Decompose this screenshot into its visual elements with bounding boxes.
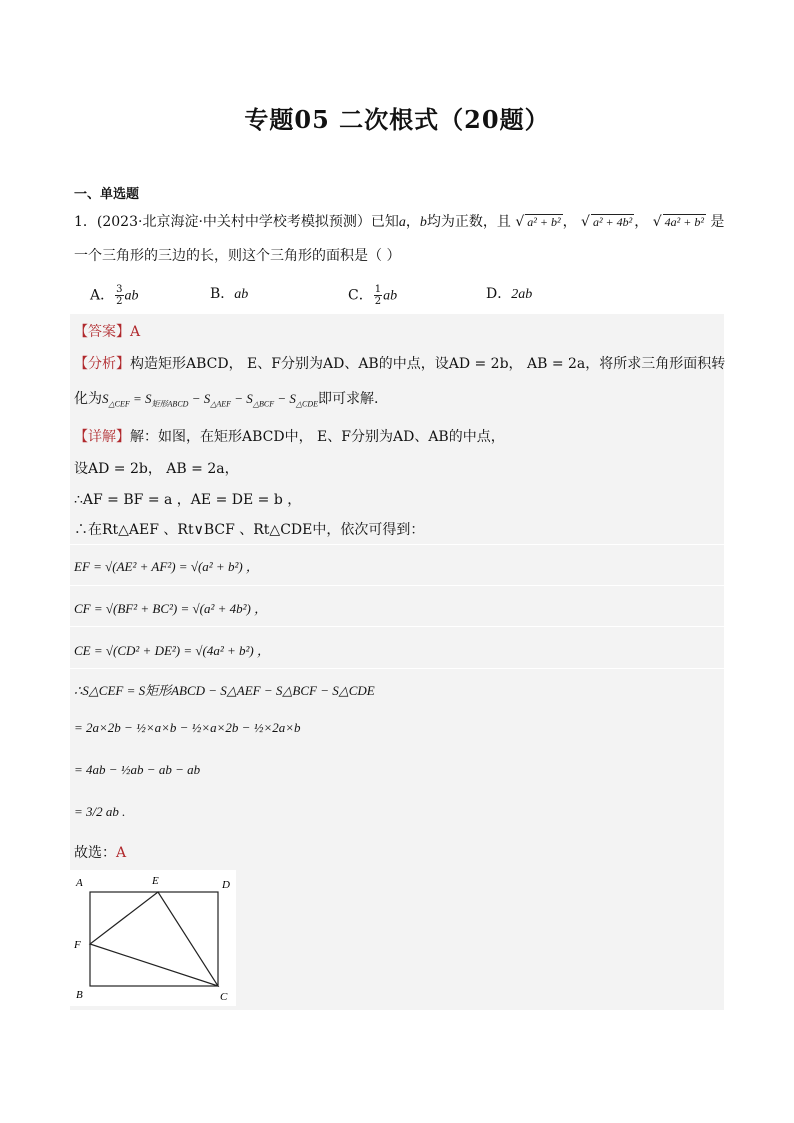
var-a: a <box>398 215 406 230</box>
label-c: C <box>220 991 228 1003</box>
detail-line-3: ∴AF = BF = a ，AE = DE = b ， <box>74 492 302 508</box>
question-suffix: 是 <box>710 214 725 230</box>
eq-result: = 3/2 ab . <box>74 804 126 819</box>
page-title: 专题05 二次根式（20题） <box>244 105 550 134</box>
detail-line-1: 【详解】解：如图，在矩形ABCD中， E、F分别为AD、AB的中点， <box>74 429 505 445</box>
option-d[interactable]: D．2ab <box>486 286 533 302</box>
label-b: B <box>76 989 83 1001</box>
answer-line <box>74 321 140 341</box>
option-a[interactable]: A． $\frac{3}{2}$ ab <box>90 284 139 307</box>
eq-cf: CF = √(BF² + BC²) = √(a² + 4b²) ， <box>74 601 268 616</box>
option-c[interactable]: C． $\frac{1}{2}$ ab <box>348 284 398 307</box>
radical-2: a² + 4b² <box>592 215 633 229</box>
rectangle-diagram <box>70 870 236 1006</box>
frac-3-2: $\frac{3}{2}$ <box>116 284 123 307</box>
question-line-1: 1．(2023·北京海淀·中关村中学校考模拟预测）已知a，b均为正数，且 √ a² + b² ， √ a² + 4b² ， √ 4a² + b² 是 <box>74 214 725 230</box>
choose-line: 故选：A <box>74 845 127 861</box>
question-prefix: 1．(2023·北京海淀·中关村中学校考模拟预测）已知 <box>74 214 399 230</box>
detail-line-2: 设AD = 2b， AB = 2a， <box>74 461 239 477</box>
question-mid: 均为正数，且 <box>426 214 511 230</box>
eq-area: ∴S△CEF = S矩形ABCD − S△AEF − S△BCF − S△CDE <box>74 683 375 698</box>
label-d: D <box>222 879 230 891</box>
answer-value: A <box>130 324 141 340</box>
label-a: A <box>76 877 83 889</box>
analysis-line-2: 化为$S_{\triangle CEF} = S_{矩形ABCD} - S_{\triangle AEF} - S_{\triangle BCF} - S_{\triangle CDE}$即可求解. <box>74 391 379 409</box>
analysis-line-1: 【分析】构造矩形ABCD， E、F分别为AD、AB的中点，设AD = 2b， AB = 2a，将所求三角形面积转 <box>74 356 726 372</box>
eq-step-1: = 2a×2b − ½×a×b − ½×a×2b − ½×2a×b <box>74 720 301 735</box>
frac-1-2: $\frac{1}{2}$ <box>374 284 382 307</box>
label-e: E <box>152 875 159 887</box>
var-b: b <box>419 215 427 230</box>
radical-1: a² + b² <box>527 215 561 229</box>
option-b[interactable]: B．ab <box>210 286 249 302</box>
section-heading: 一、单选题 <box>74 187 140 202</box>
question-line-2: 一个三角形的三边的长，则这个三角形的面积是（ ） <box>74 248 401 264</box>
eq-step-2: = 4ab − ½ab − ab − ab <box>74 762 201 777</box>
geometry-figure <box>70 870 236 1006</box>
eq-ef: EF = √(AE² + AF²) = √(a² + b²) ， <box>74 559 259 574</box>
answer-tag: 【答案】 <box>74 324 130 340</box>
detail-line-4: ∴在Rt△AEF 、Rt∨BCF 、Rt△CDE中，依次可得到： <box>74 522 425 538</box>
eq-ce: CE = √(CD² + DE²) = √(4a² + b²) ， <box>74 643 271 658</box>
radical-3: 4a² + b² <box>664 215 704 229</box>
label-f: F <box>74 939 81 951</box>
